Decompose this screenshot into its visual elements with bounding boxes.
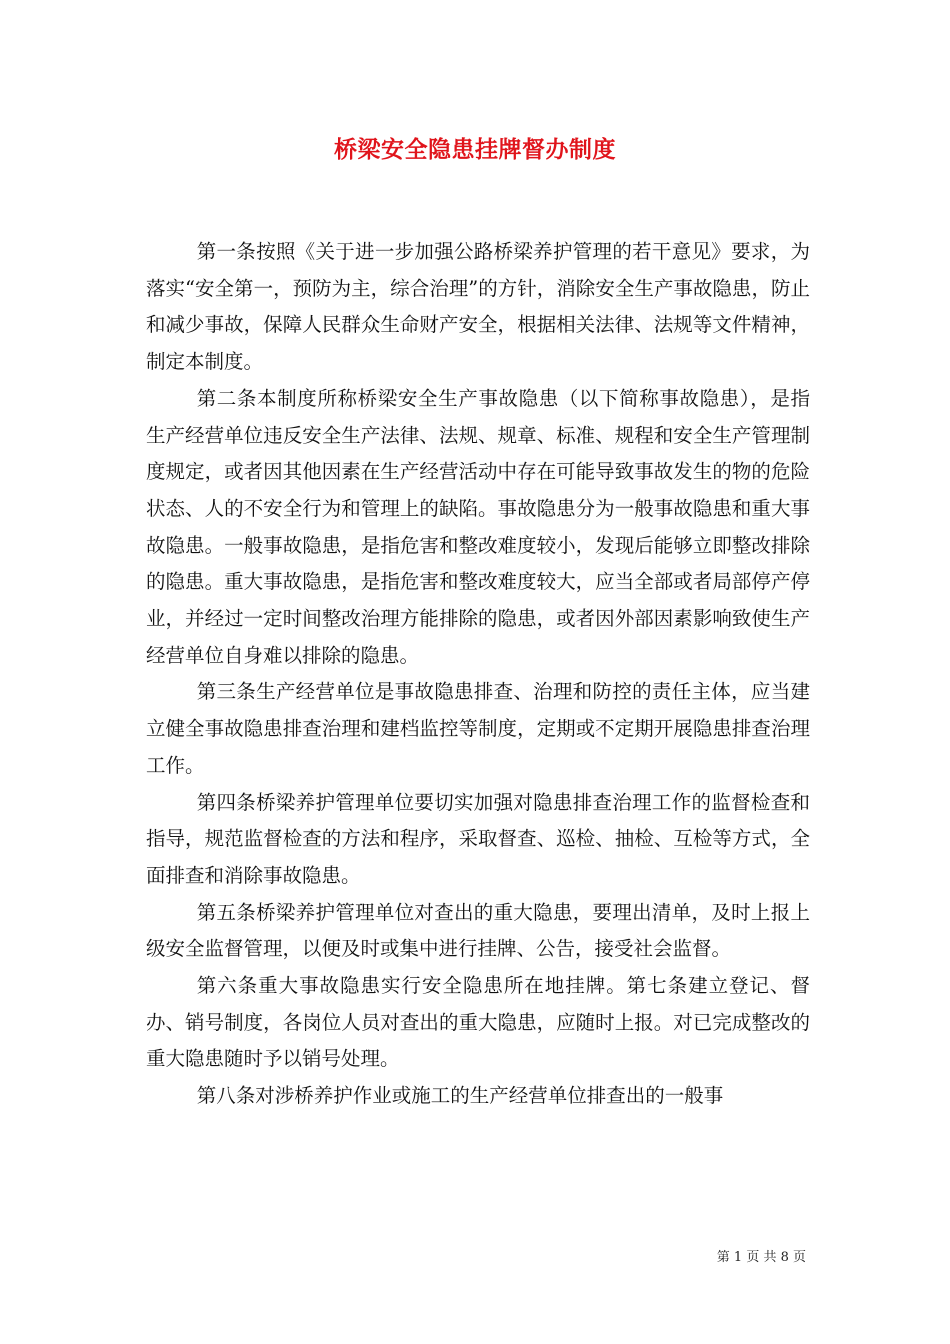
document-title: 桥梁安全隐患挂牌督办制度 bbox=[334, 136, 616, 163]
paragraph-article-3: 第三条生产经营单位是事故隐患排查、治理和防控的责任主体，应当建立健全事故隐患排查治理和建档监控等制度，定期或不定期开展隐患排查治理工作。 bbox=[146, 680, 810, 777]
paragraph-article-1: 第一条按照《关于进一步加强公路桥梁养护管理的若干意见》要求，为落实“安全第一，预防为主，综合治理”的方针，消除安全生产事故隐患，防止和减少事故，保障人民群众生命财产安全，根据相关法律、法规等文件精神，制定本制度。 bbox=[146, 240, 810, 374]
document-body bbox=[146, 234, 810, 1115]
paragraph-article-8: 第八条对涉桥养护作业或施工的生产经营单位排查出的一般事 bbox=[196, 1084, 724, 1108]
paragraph-article-6-7: 第六条重大事故隐患实行安全隐患所在地挂牌。第七条建立登记、督办、销号制度，各岗位人员对查出的重大隐患，应随时上报。对已完成整改的重大隐患随时予以销号处理。 bbox=[146, 974, 810, 1071]
paragraph-article-4: 第四条桥梁养护管理单位要切实加强对隐患排查治理工作的监督检查和指导，规范监督检查的方法和程序，采取督查、巡检、抽检、互检等方式，全面排查和消除事故隐患。 bbox=[146, 790, 810, 887]
page-number: 第 1 页 共 8 页 bbox=[716, 1250, 806, 1265]
paragraph-article-2: 第二条本制度所称桥梁安全生产事故隐患（以下简称事故隐患），是指生产经营单位违反安全生产法律、法规、规章、标准、规程和安全生产管理制度规定，或者因其他因素在生产经营活动中存在可能导致事故发生的物的危险状态、人的不安全行为和管理上的缺陷。事故隐患分为一般事故隐患和重大事故隐患。一般事故隐患，是指危害和整改难度较小，发现后能够立即整改排除的隐患。重大事故隐患，是指危害和整改难度较大，应当全部或者局部停产停业，并经过一定时间整改治理方能排除的隐患，或者因外部因素影响致使生产经营单位自身难以排除的隐患。 bbox=[146, 386, 810, 667]
paragraph-article-5: 第五条桥梁养护管理单位对查出的重大隐患，要理出清单，及时上报上级安全监督管理，以便及时或集中进行挂牌、公告，接受社会监督。 bbox=[146, 900, 810, 961]
